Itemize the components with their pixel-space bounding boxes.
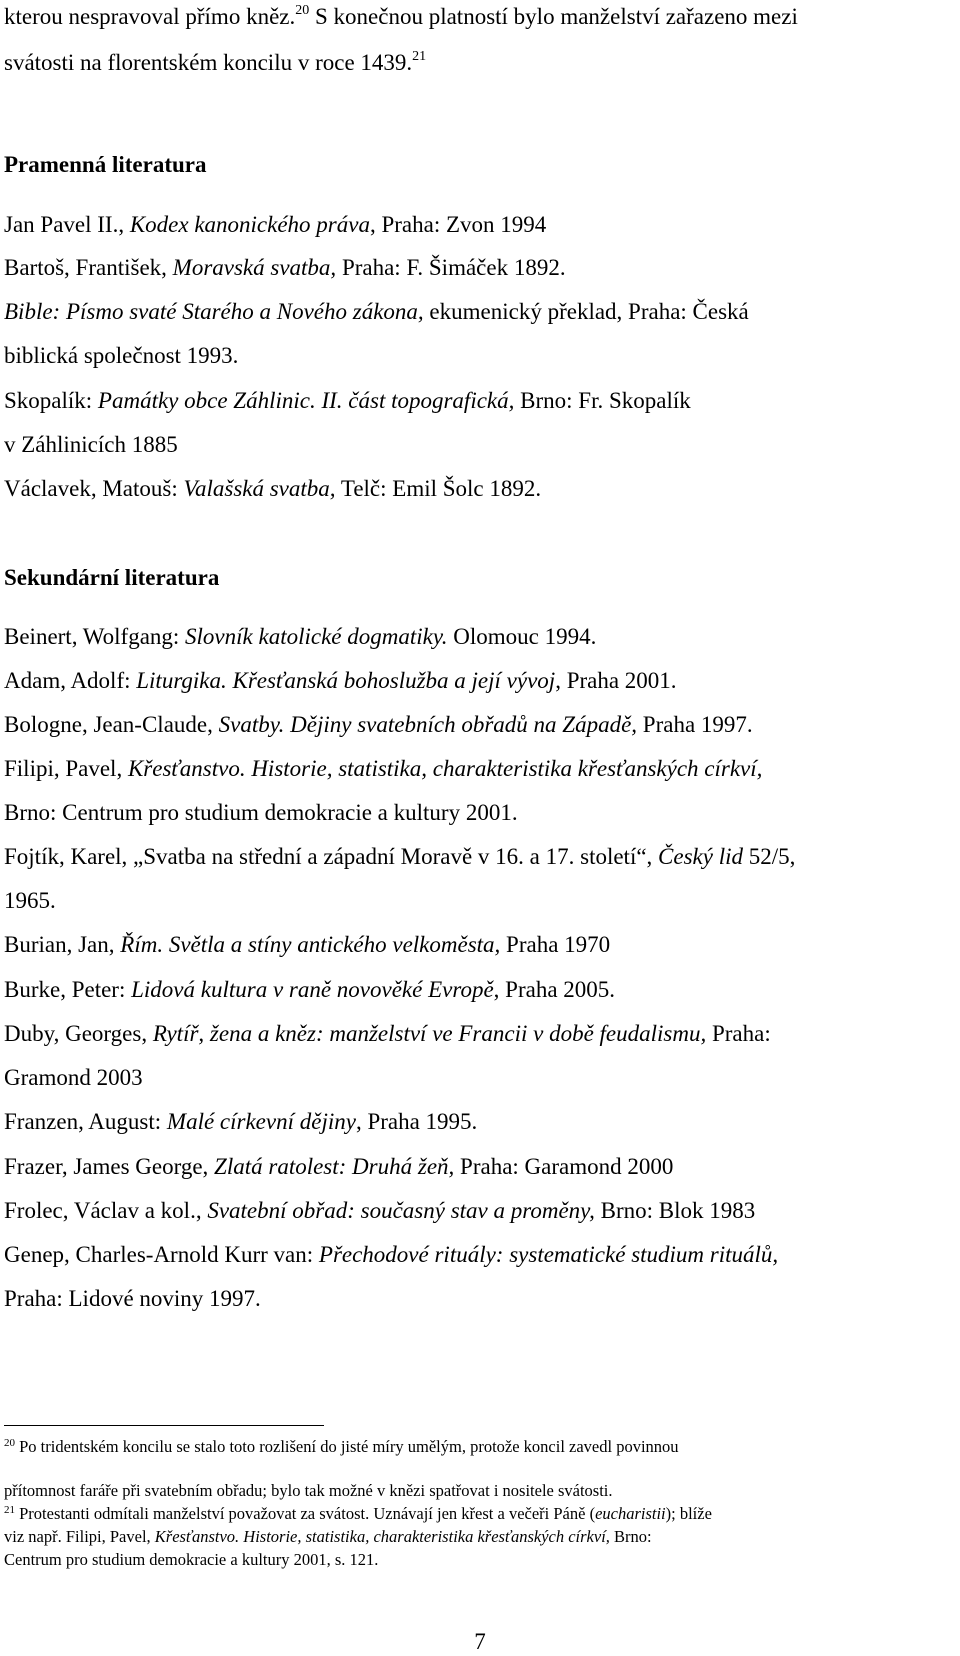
bibliography-entry: Franzen, August: Malé církevní dějiny, Praha 1995. [4,1109,478,1134]
bibliography-entry-continued: v Záhlinicích 1885 [4,432,178,457]
bibliography-entry: Burian, Jan, Řím. Světla a stíny antického velkoměsta, Praha 1970 [4,932,611,957]
footnote-21-continued: viz např. Filipi, Pavel, Křesťanstvo. Historie, statistika, charakteristika křesťanských církví, Brno: [4,1527,652,1546]
bibliography-entry: Bible: Písmo svaté Starého a Nového zákona, ekumenický překlad, Praha: Česká [4,299,749,324]
bibliography-entry: Bologne, Jean-Claude, Svatby. Dějiny svatebních obřadů na Západě, Praha 1997. [4,712,753,737]
section-heading-secondary: Sekundární literatura [4,565,220,590]
bibliography-entry: Duby, Georges, Rytíř, žena a kněz: manželství ve Francii v době feudalismu, Praha: [4,1021,771,1046]
bibliography-entry: Jan Pavel II., Kodex kanonického práva, Praha: Zvon 1994 [4,212,547,237]
body-line [4,2,798,32]
bibliography-entry: Adam, Adolf: Liturgika. Křesťanská bohoslužba a její vývoj, Praha 2001. [4,668,677,693]
body-line [4,48,426,78]
bibliography-entry: Skopalík: Památky obce Záhlinic. II. část topografická, Brno: Fr. Skopalík [4,388,691,413]
bibliography-entry: Filipi, Pavel, Křesťanstvo. Historie, statistika, charakteristika křesťanských církví, [4,756,763,781]
bibliography-entry-continued: Brno: Centrum pro studium demokracie a kultury 2001. [4,800,518,825]
footnote-number: 21 [4,1504,15,1516]
footnote-20-continued: přítomnost faráře při svatebním obřadu; bylo tak možné v knězi spatřovat i nositele svátosti. [4,1481,613,1500]
footnote-separator [4,1425,324,1426]
bibliography-entry-continued: Praha: Lidové noviny 1997. [4,1286,261,1311]
footnote-ref-21[interactable]: 21 [412,49,427,64]
section-heading-primary: Pramenná literatura [4,152,207,177]
bibliography-entry-continued: 1965. [4,888,56,913]
bibliography-entry: Frolec, Václav a kol., Svatební obřad: současný stav a proměny, Brno: Blok 1983 [4,1198,756,1223]
footnote-number: 20 [4,1437,15,1449]
footnote-21: $^{21}$ Protestanti odmítali manželství považovat za svátost. Uznávají jen křest a večeři Páně (eucharistii); blíže [4,1504,712,1523]
bibliography-entry: Bartoš, František, Moravská svatba, Praha: F. Šimáček 1892. [4,255,566,280]
bibliography-entry: Frazer, James George, Zlatá ratolest: Druhá žeň, Praha: Garamond 2000 [4,1154,674,1179]
bibliography-entry: Beinert, Wolfgang: Slovník katolické dogmatiky. Olomouc 1994. [4,624,597,649]
bibliography-entry: Burke, Peter: Lidová kultura v raně novověké Evropě, Praha 2005. [4,977,616,1002]
bibliography-entry: Genep, Charles-Arnold Kurr van: Přechodové rituály: systematické studium rituálů, [4,1242,779,1267]
footnote-21-continued: Centrum pro studium demokracie a kultury 2001, s. 121. [4,1550,379,1569]
bibliography-entry: Václavek, Matouš: Valašská svatba, Telč: Emil Šolc 1892. [4,476,542,501]
bibliography-entry-continued: biblická společnost 1993. [4,343,239,368]
bibliography-entry-continued: Gramond 2003 [4,1065,143,1090]
footnote-20: $^{20}$ Po tridentském koncilu se stalo toto rozlišení do jisté míry umělým, protože koncil zavedl povinnou [4,1437,679,1456]
bibliography-entry: Fojtík, Karel, „Svatba na střední a západní Moravě v 16. a 17. století“, Český lid 52/5, [4,844,796,869]
body-text: svátosti na florentském koncilu v roce 1439. [4,50,413,75]
body-text: kterou nespravoval přímo kněz. [4,4,296,29]
page-number: 7 [474,1629,486,1654]
body-text: S konečnou platností bylo manželství zařazeno mezi [309,4,798,29]
footnote-ref-20[interactable]: 20 [295,3,310,18]
